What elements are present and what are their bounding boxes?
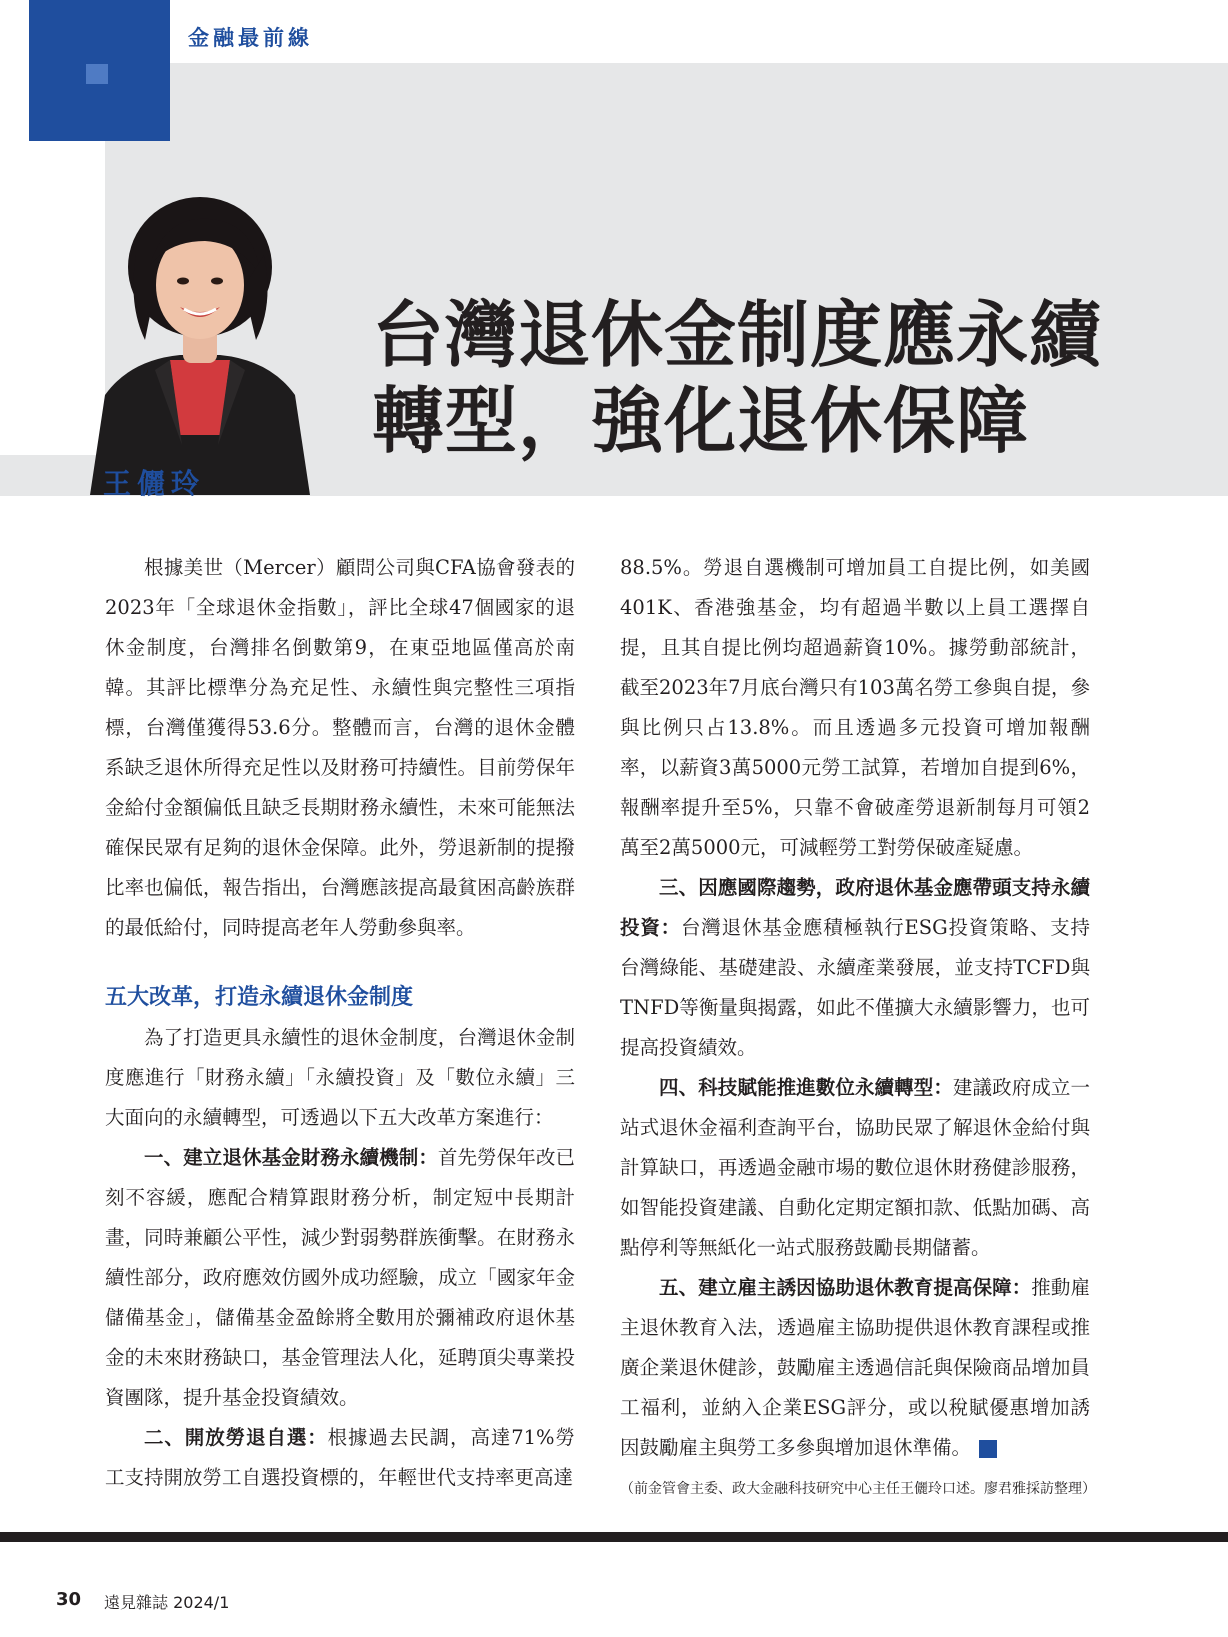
section-accent-square [86, 64, 108, 84]
end-mark-icon: G [979, 1440, 997, 1458]
paragraph-reform-2 [105, 1418, 575, 1498]
title-line-2: 轉型，強化退休保障 [372, 379, 1030, 463]
paragraph-reform-4 [620, 1068, 1090, 1268]
author-name: 王儷玲 [103, 467, 206, 500]
interview-credit: （前金管會主委、政大金融科技研究中心主任王儷玲口述。廖君雅採訪整理） [620, 1481, 1096, 1497]
magazine-issue: 遠見雜誌 2024/1 [104, 1593, 230, 1612]
reform-5-text: 推動雇主退休教育入法，透過雇主協助提供退休教育課程或推廣企業退休健診，鼓勵雇主透過信託與保險商品增加員工福利，並納入企業ESG評分，或以稅賦優惠增加誘因鼓勵雇主與勞工多參與增加退休準備。 [620, 1276, 1090, 1459]
reform-1-text: 首先勞保年改已刻不容緩，應配合精算跟財務分析，制定短中長期計畫，同時兼顧公平性，減少對弱勢群族衝擊。在財務永續性部分，政府應效仿國外成功經驗，成立「國家年金儲備基金」，儲備基金盈餘將全數用於彌補政府退休基金的未來財務缺口，基金管理法人化，延聘頂尖專業投資團隊，提升基金投資績效。 [105, 1146, 575, 1409]
paragraph-intro: 根據美世（Mercer）顧問公司與CFA協會發表的2023年「全球退休金指數」，評比全球47個國家的退休金制度，台灣排名倒數第9，在東亞地區僅高於南韓。其評比標準分為充足性、永續性與完整性三項指標，台灣僅獲得53.6分。整體而言，台灣的退休金體系缺乏退休所得充足性以及財務可持續性。目前勞保年金給付金額偏低且缺乏長期財務永續性，未來可能無法確保民眾有足夠的退休金保障。此外，勞退新制的提撥比率也偏低，報告指出，台灣應該提高最貧困高齡族群的最低給付，同時提高老年人勞動參與率。 [105, 556, 575, 939]
reform-4-heading: 四、科技賦能推進數位永續轉型： [659, 1076, 953, 1099]
page-number: 30 [56, 1589, 82, 1610]
footer-rule [0, 1532, 1228, 1542]
reform-4-text: 建議政府成立一站式退休金福利查詢平台，協助民眾了解退休金給付與計算缺口，再透過金融市場的數位退休財務健診服務，如智能投資建議、自動化定期定額扣款、低點加碼、高點停利等無紙化一站式服務鼓勵長期儲蓄。 [620, 1076, 1090, 1259]
paragraph-reform-5 [620, 1268, 1090, 1468]
section-label: 金融最前線 [188, 26, 313, 50]
paragraph-reform-2-continued: 88.5%。勞退自選機制可增加員工自提比例，如美國401K、香港強基金，均有超過半數以上員工選擇自提，且其自提比例均超過薪資10%。據勞動部統計，截至2023年7月底台灣只有103萬名勞工參與自提，參與比例只占13.8%。而且透過多元投資可增加報酬率，以薪資3萬5000元勞工試算，若增加自提到6%，報酬率提升至5%，只靠不會破產勞退新制每月可領2萬至2萬5000元，可減輕勞工對勞保破產疑慮。 [620, 556, 1090, 859]
reform-2-text: 根據過去民調，高達71%勞工支持開放勞工自選投資標的，年輕世代支持率更高達 [105, 1426, 575, 1489]
right-column [620, 548, 1090, 1468]
left-column [105, 548, 575, 1498]
reform-2-heading: 二、開放勞退自選： [144, 1426, 328, 1449]
reform-5-heading: 五、建立雇主誘因協助退休教育提高保障： [659, 1276, 1032, 1299]
paragraph-reform-overview: 為了打造更具永續性的退休金制度，台灣退休金制度應進行「財務永續」「永續投資」及「數位永續」三大面向的永續轉型，可透過以下五大改革方案進行： [105, 1026, 575, 1129]
reform-3-text: 台灣退休基金應積極執行ESG投資策略、支持台灣綠能、基礎建設、永續產業發展，並支持TCFD與TNFD等衡量與揭露，如此不僅擴大永續影響力，也可提高投資績效。 [620, 916, 1090, 1059]
reform-3-heading: 三、因應國際趨勢，政府退休基金應帶頭支持永續投資： [620, 876, 1090, 939]
paragraph-reform-3 [620, 868, 1090, 1068]
author-photo [70, 195, 332, 495]
title-line-1: 台灣退休金制度應永續 [372, 293, 1103, 377]
article-title [372, 292, 1192, 464]
subheading: 五大改革，打造永續退休金制度 [105, 985, 414, 1010]
paragraph-reform-1 [105, 1138, 575, 1418]
reform-1-heading: 一、建立退休基金財務永續機制： [144, 1146, 438, 1169]
